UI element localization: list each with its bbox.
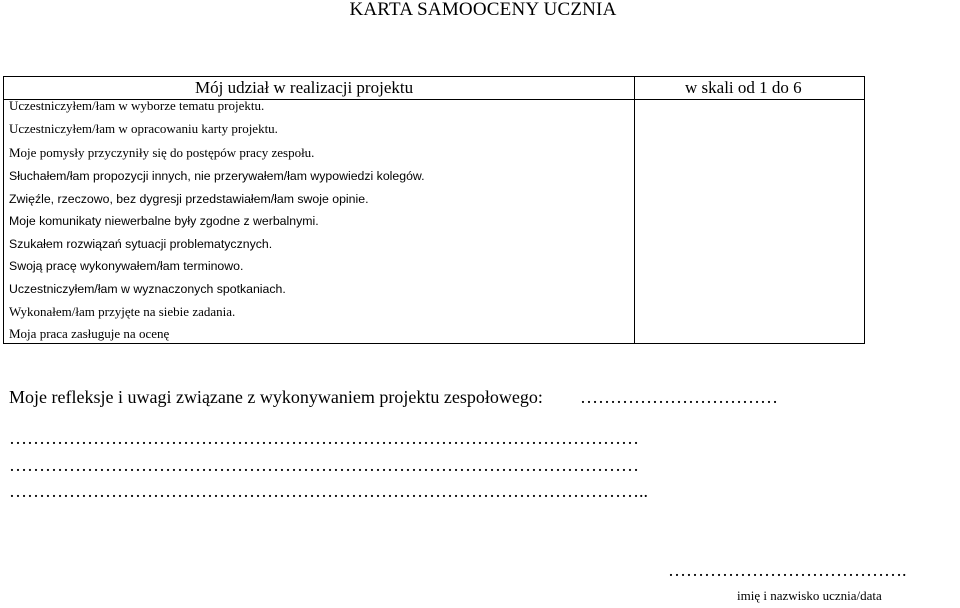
- reflections-dotted-line: ……………………………………………………………………………………………: [9, 428, 639, 448]
- table-row: Szukałem rozwiązań sytuacji problematycznych.: [9, 237, 273, 251]
- table-row: Zwięźle, rzeczowo, bez dygresji przedstawiałem/łam swoje opinie.: [9, 192, 369, 206]
- table-row: Moje pomysły przyczyniły się do postępów pracy zespołu.: [9, 145, 315, 160]
- table-row: Słuchałem/łam propozycji innych, nie przerywałem/łam wypowiedzi kolegów.: [9, 169, 425, 183]
- table-row: Moja praca zasługuje na ocenę: [9, 326, 170, 341]
- column-divider: [634, 77, 635, 343]
- reflections-label: Moje refleksje i uwagi związane z wykonywaniem projektu zespołowego:: [9, 387, 543, 407]
- table-row: Wykonałem/łam przyjęte na siebie zadania.: [9, 304, 236, 319]
- table-row: Uczestniczyłem/łam w opracowaniu karty projektu.: [9, 121, 278, 136]
- table-row: Moje komunikaty niewerbalne były zgodne z werbalnymi.: [9, 214, 319, 228]
- signature-label: imię i nazwisko ucznia/data: [737, 588, 882, 603]
- table-row: Swoją pracę wykonywałem/łam terminowo.: [9, 259, 244, 273]
- table-header-scale: w skali od 1 do 6: [685, 78, 802, 97]
- table-row: Uczestniczyłem/łam w wyznaczonych spotkaniach.: [9, 282, 286, 296]
- page-title: KARTA SAMOOCENY UCZNIA: [349, 0, 617, 20]
- reflections-dotted-line: ……………………………: [580, 387, 778, 407]
- table-row: Uczestniczyłem/łam w wyborze tematu projektu.: [9, 98, 265, 113]
- reflections-dotted-line: ……………………………………………………………………………………………: [9, 455, 639, 475]
- table-header-criteria: Mój udział w realizacji projektu: [195, 78, 414, 97]
- signature-dotted-line: ………………………………….: [668, 560, 907, 580]
- reflections-dotted-line: ……………………………………………………………………………………………..: [9, 481, 648, 501]
